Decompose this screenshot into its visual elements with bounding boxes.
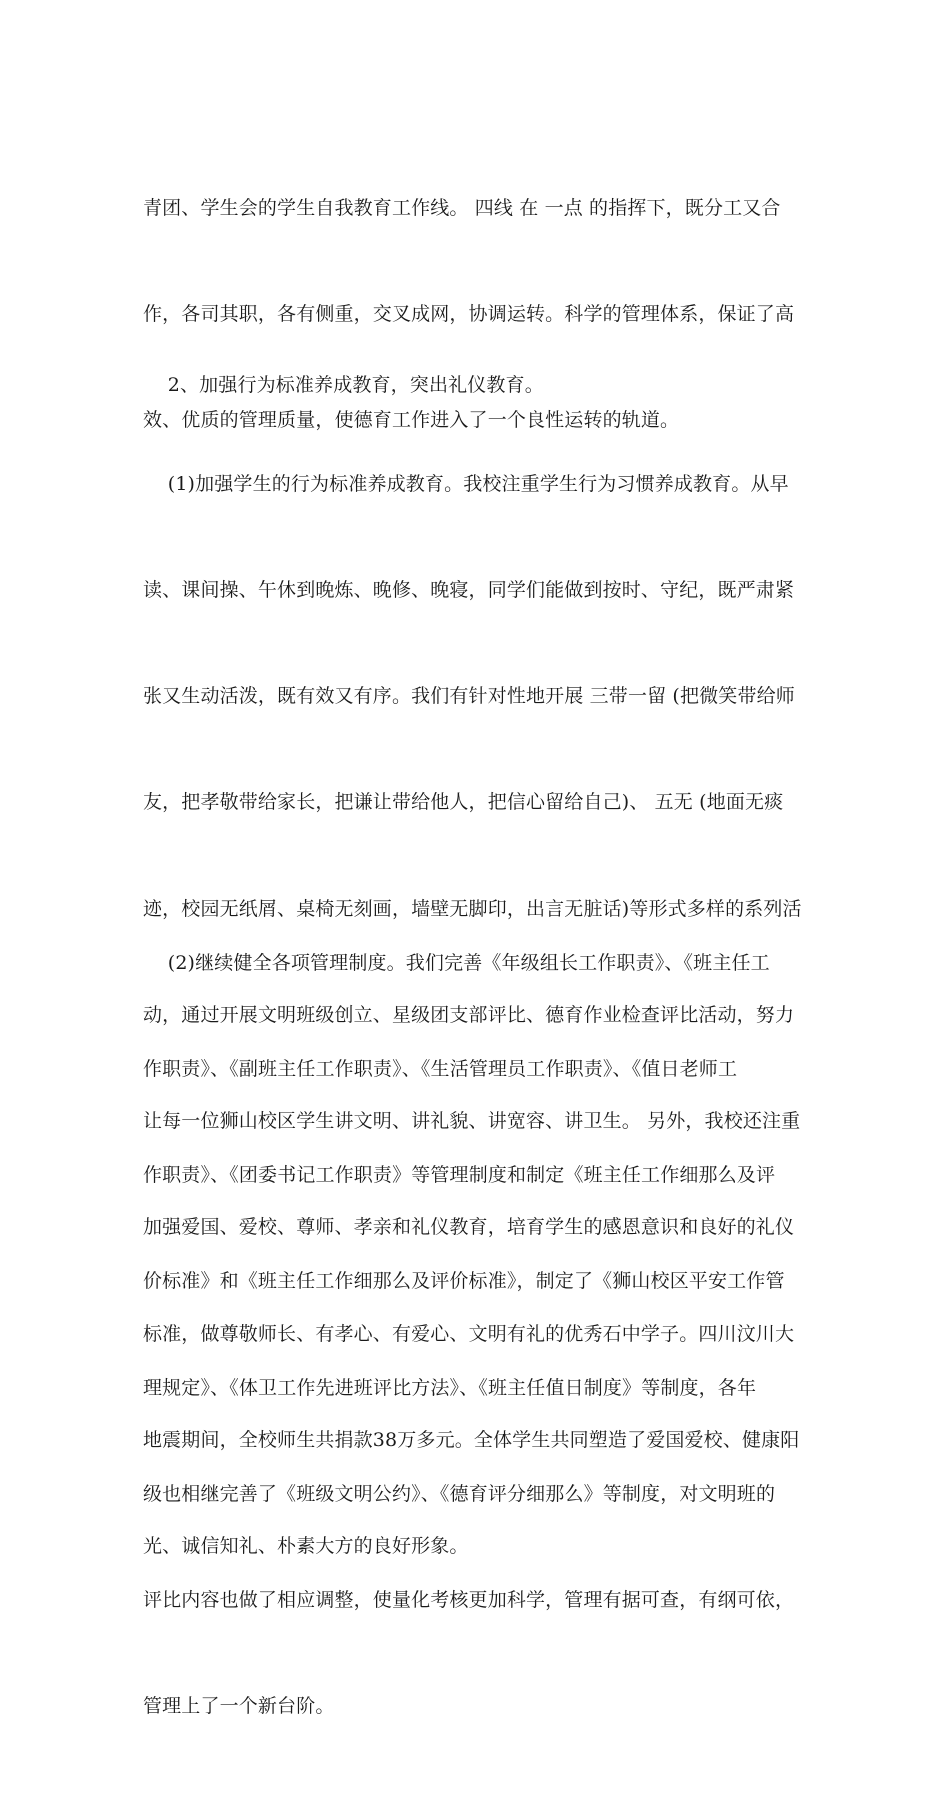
text-line: 地震期间，全校师生共捐款38万多元。全体学生共同塑造了爱国爱校、健康阳 xyxy=(143,1428,800,1451)
text-line: 友，把孝敬带给家长，把谦让带给他人，把信心留给自己)、 五无 (地面无痰 xyxy=(143,791,784,814)
text-line: 作职责》、《副班主任工作职责》、《生活管理员工作职责》、《值日老师工 xyxy=(143,1058,738,1081)
text-line: 动，通过开展文明班级创立、星级团支部评比、德育作业检查评比活动，努力 xyxy=(143,1003,795,1026)
text-line: (1)加强学生的行为标准养成教育。我校注重学生行为习惯养成教育。从早 xyxy=(143,472,789,495)
text-line: 读、课间操、午休到晚炼、晚修、晚寝，同学们能做到按时、守纪，既严肃紧 xyxy=(143,579,795,602)
text-line: 作，各司其职，各有侧重，交叉成网，协调运转。科学的管理体系，保证了高 xyxy=(143,303,795,326)
text-line: 作职责》、《团委书记工作职责》等管理制度和制定《班主任工作细那么及评 xyxy=(143,1164,776,1187)
text-line: 评比内容也做了相应调整，使量化考核更加科学，管理有据可查，有纲可依， xyxy=(143,1589,795,1612)
text-line: 光、诚信知礼、朴素大方的良好形象。 xyxy=(143,1535,469,1557)
text-line: 理规定》、《体卫工作先进班评比方法》、《班主任值日制度》等制度，各年 xyxy=(143,1376,757,1399)
text-line: 2、加强行为标准养成教育，突出礼仪教育。 xyxy=(143,373,544,396)
paragraph-management-system xyxy=(143,875,808,1796)
text-line: 价标准》和《班主任工作细那么及评价标准》，制定了《狮山校区平安工作管 xyxy=(143,1270,785,1293)
text-line: (2)继续健全各项管理制度。我们完善《年级组长工作职责》、《班主任工 xyxy=(143,951,770,974)
text-line: 管理上了一个新台阶。 xyxy=(143,1695,335,1718)
text-line: 级也相继完善了《班级文明公约》、《德育评分细那么》等制度，对文明班的 xyxy=(143,1482,776,1505)
text-line: 迹，校园无纸屑、桌椅无刻画，墙壁无脚印，出言无脏话)等形式多样的系列活 xyxy=(143,897,802,920)
text-line: 加强爱国、爱校、尊师、孝亲和礼仪教育，培育学生的感恩意识和良好的礼仪 xyxy=(143,1216,795,1239)
text-line: 青团、学生会的学生自我教育工作线。 四线 在 一点 的指挥下，既分工又合 xyxy=(143,196,781,219)
text-line: 让每一位狮山校区学生讲文明、讲礼貌、讲宽容、讲卫生。 另外，我校还注重 xyxy=(143,1110,801,1133)
text-line: 效、优质的管理质量，使德育工作进入了一个良性运转的轨道。 xyxy=(143,409,680,432)
text-line: 张又生动活泼，既有效又有序。我们有针对性地开展 三带一留 (把微笑带给师 xyxy=(143,685,795,708)
text-line: 标准，做尊敬师长、有孝心、有爱心、文明有礼的优秀石中学子。四川汶川大 xyxy=(143,1322,795,1345)
